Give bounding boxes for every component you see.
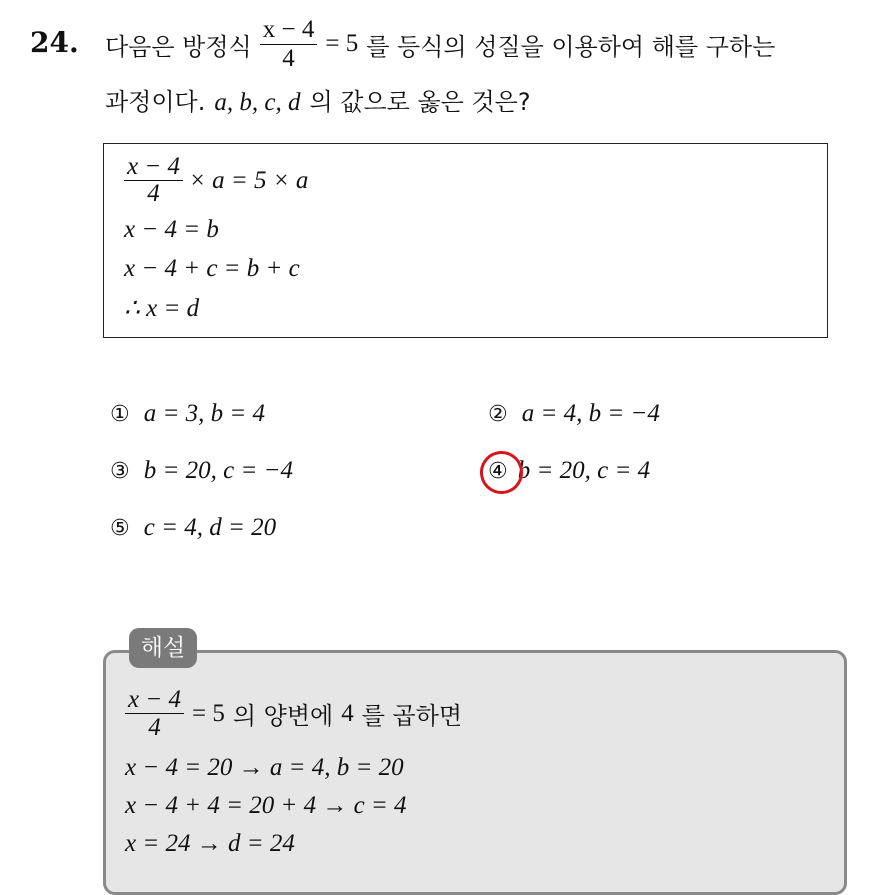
process-fraction [124, 154, 183, 207]
solution-row-3: x − 4 + 4 = 20 + 4 → c = 4 [125, 792, 407, 819]
solution-row-4: x = 24 → d = 24 [125, 830, 295, 857]
selected-answer-circle-mark [476, 447, 527, 498]
question-variables: a, b, c, d [214, 89, 301, 116]
choice-1[interactable] [110, 400, 265, 428]
choice-2-marker: ② [488, 401, 508, 427]
process-row-1 [124, 154, 308, 207]
process-row-4: ∴ x = d [124, 295, 200, 322]
question-line-2 [105, 82, 531, 117]
question-text-tail: 를 등식의 성질을 이용하여 해를 구하는 [366, 32, 776, 61]
process-row-2: x − 4 = b [124, 216, 219, 243]
choice-5[interactable] [110, 514, 276, 542]
solution-row-1 [125, 686, 462, 741]
solution-tag: 해설 [129, 628, 197, 668]
question-number: 24. [30, 26, 79, 59]
solution-fraction [125, 686, 184, 741]
process-fraction-numerator: x − 4 [124, 154, 183, 181]
solution-equation-rhs: = 5 [191, 699, 225, 727]
question-line-1 [105, 14, 775, 74]
solution-fraction-numerator: x − 4 [125, 686, 184, 714]
solution-row-2: x − 4 = 20 → a = 4, b = 20 [125, 754, 404, 781]
question-text-2b: 의 값으로 옳은 것은? [309, 88, 531, 116]
process-row-3: x − 4 + c = b + c [124, 255, 300, 282]
choice-2[interactable] [488, 400, 660, 428]
choice-2-text: a = 4, b = −4 [521, 400, 660, 427]
choice-5-text: c = 4, d = 20 [143, 514, 277, 541]
choice-1-text: a = 3, b = 4 [143, 400, 265, 427]
solution-fraction-denominator: 4 [148, 714, 161, 741]
process-box [103, 143, 828, 338]
question-equation-rhs: = 5 [325, 30, 359, 57]
choice-3-marker: ③ [110, 458, 130, 484]
process-fraction-denominator: 4 [147, 180, 160, 207]
question-text-2a: 과정이다. [105, 88, 206, 116]
choice-4-text: b = 20, c = 4 [517, 457, 651, 484]
question-fraction [260, 16, 318, 73]
fraction-numerator: x − 4 [260, 16, 318, 45]
solution-text-a: 의 양변에 [232, 702, 334, 730]
choice-1-marker: ① [110, 401, 130, 427]
process-row-1-rest: × a = 5 × a [188, 166, 309, 194]
choice-3[interactable] [110, 457, 293, 485]
choice-5-marker: ⑤ [110, 515, 130, 541]
solution-text-b: 를 곱하면 [361, 702, 463, 730]
choice-4-marker: ④ [488, 458, 508, 484]
question-text-lead: 다음은 방정식 [105, 32, 252, 61]
fraction-denominator: 4 [282, 44, 295, 72]
solution-multiplier: 4 [341, 699, 354, 727]
choice-3-text: b = 20, c = −4 [143, 457, 293, 484]
